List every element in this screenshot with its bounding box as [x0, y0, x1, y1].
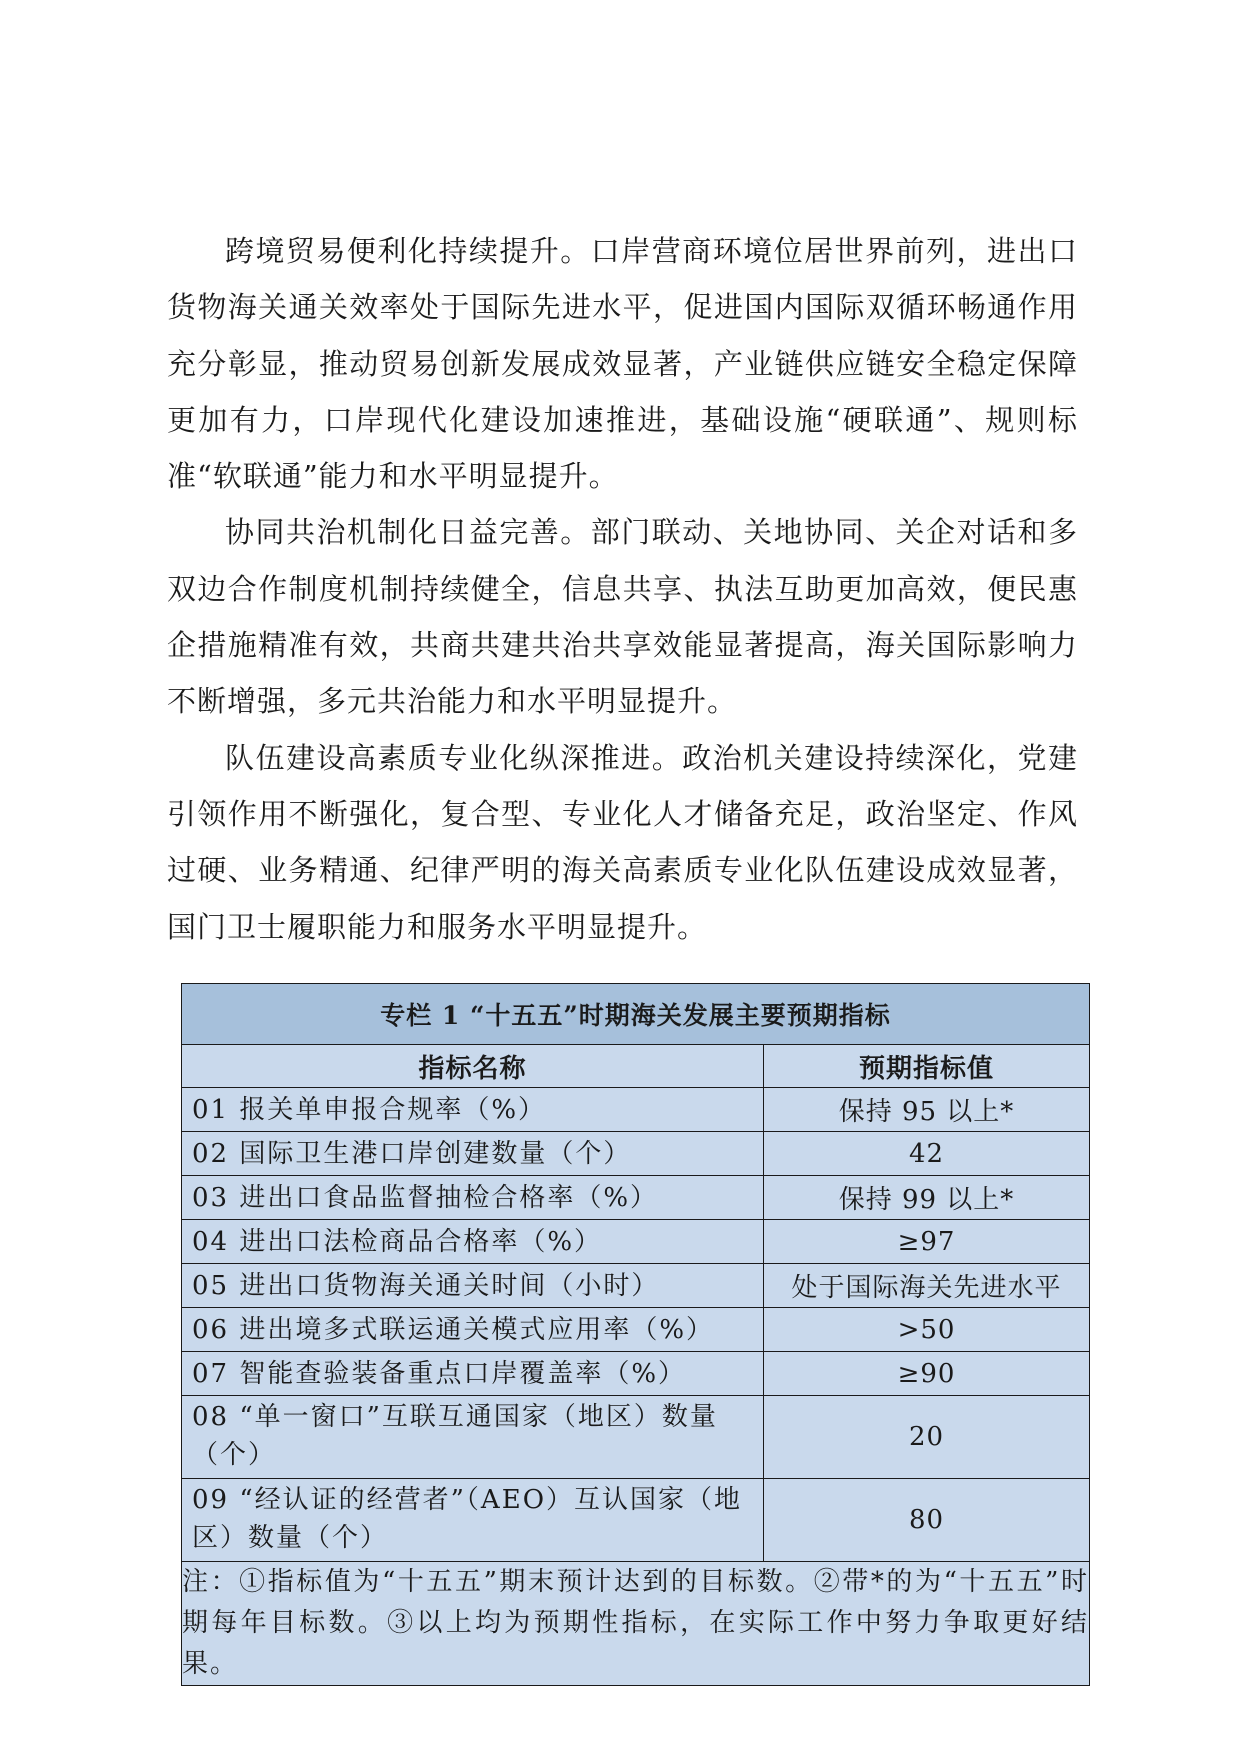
- table-row: [182, 1264, 1090, 1308]
- table-row: [182, 1220, 1090, 1264]
- table-header-row: [182, 1045, 1090, 1088]
- indicator-value: 保持 95 以上*: [764, 1088, 1090, 1132]
- paragraph-co-governance: 协同共治机制化日益完善。部门联动、关地协同、关企对话和多双边合作制度机制持续健全，信息共享、执法互助更加高效，便民惠企措施精准有效，共商共建共治共享效能显著提高，海关国际影响力不断增强，多元共治能力和水平明显提升。: [167, 515, 1078, 719]
- indicator-name: 04 进出口法检商品合格率（%）: [182, 1220, 764, 1264]
- table-title-row: [182, 984, 1090, 1045]
- indicator-name: 09 “经认证的经营者”（AEO）互认国家（地区）数量（个）: [182, 1479, 764, 1562]
- indicator-value: ≥97: [764, 1220, 1090, 1264]
- indicator-table-box: [181, 983, 1089, 1686]
- paragraph-trade-facilitation: 跨境贸易便利化持续提升。口岸营商环境位居世界前列，进出口货物海关通关效率处于国际先进水平，促进国内国际双循环畅通作用充分彰显，推动贸易创新发展成效显著，产业链供应链安全稳定保障更加有力，口岸现代化建设加速推进，基础设施“硬联通”、规则标准“软联通”能力和水平明显提升。: [167, 234, 1078, 494]
- table-note-row: [182, 1562, 1090, 1686]
- indicator-value: ≥90: [764, 1352, 1090, 1396]
- table-row: [182, 1176, 1090, 1220]
- indicator-value: 42: [764, 1132, 1090, 1176]
- table-title: 专栏 1 “十五五”时期海关发展主要预期指标: [182, 984, 1090, 1045]
- indicator-name: 07 智能查验装备重点口岸覆盖率（%）: [182, 1352, 764, 1396]
- indicator-name: 03 进出口食品监督抽检合格率（%）: [182, 1176, 764, 1220]
- table-row: [182, 1088, 1090, 1132]
- table-row: [182, 1308, 1090, 1352]
- indicator-value: 80: [764, 1479, 1090, 1562]
- indicator-value: 保持 99 以上*: [764, 1176, 1090, 1220]
- indicator-value: >50: [764, 1308, 1090, 1352]
- indicator-value: 处于国际海关先进水平: [764, 1264, 1090, 1308]
- column-header-name: 指标名称: [182, 1045, 764, 1088]
- indicator-table: [181, 983, 1090, 1686]
- table-row: [182, 1352, 1090, 1396]
- table-note: 注：①指标值为“十五五”期末预计达到的目标数。②带*的为“十五五”时期每年目标数。③以上均为预期性指标，在实际工作中努力争取更好结果。: [182, 1562, 1090, 1686]
- indicator-name: 06 进出境多式联运通关模式应用率（%）: [182, 1308, 764, 1352]
- indicator-value: 20: [764, 1396, 1090, 1479]
- table-row: [182, 1396, 1090, 1479]
- indicator-name: 05 进出口货物海关通关时间（小时）: [182, 1264, 764, 1308]
- paragraph-team-building: 队伍建设高素质专业化纵深推进。政治机关建设持续深化，党建引领作用不断强化，复合型、专业化人才储备充足，政治坚定、作风过硬、业务精通、纪律严明的海关高素质专业化队伍建设成效显著，国门卫士履职能力和服务水平明显提升。: [167, 740, 1078, 944]
- indicator-name: 08 “单一窗口”互联互通国家（地区）数量（个）: [182, 1396, 764, 1479]
- indicator-name: 01 报关单申报合规率（%）: [182, 1088, 764, 1132]
- column-header-value: 预期指标值: [764, 1045, 1090, 1088]
- indicator-name: 02 国际卫生港口岸创建数量（个）: [182, 1132, 764, 1176]
- body-text: [167, 223, 1078, 955]
- table-row: [182, 1132, 1090, 1176]
- table-row: [182, 1479, 1090, 1562]
